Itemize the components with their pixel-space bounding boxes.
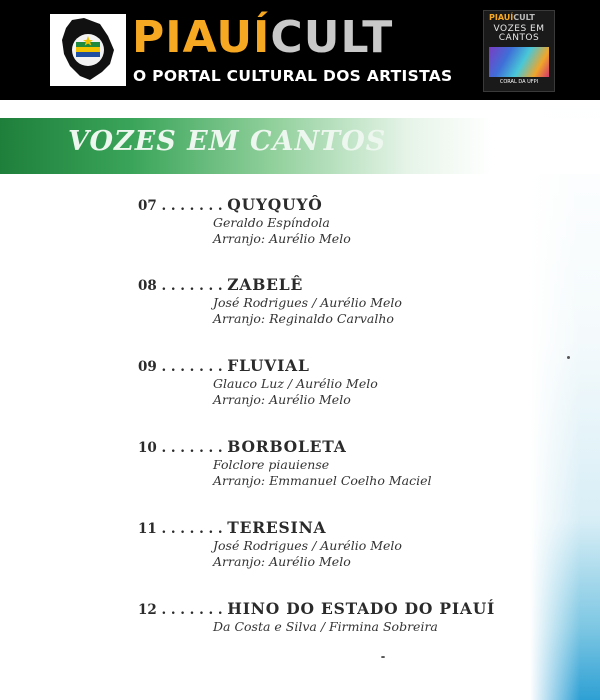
page-content	[0, 100, 600, 700]
track-credit: Geraldo Espíndola	[213, 215, 330, 230]
track-arrangement: Arranjo: Aurélio Melo	[213, 392, 351, 407]
track-credit: Da Costa e Silva / Firmina Sobreira	[213, 619, 438, 634]
brand-wordmark[interactable]	[132, 14, 393, 62]
track-title: QUYQUYÔ	[227, 195, 323, 214]
track-credit: Folclore piauiense	[213, 457, 330, 472]
track-number: 09 . . . . . . .	[138, 359, 223, 375]
track-title: ZABELÊ	[227, 275, 304, 294]
track-number: 11 . . . . . . .	[138, 521, 223, 537]
track-title: HINO DO ESTADO DO PIAUÍ	[227, 599, 496, 618]
track-heading	[138, 276, 402, 295]
track-heading	[138, 600, 495, 619]
track-title: TERESINA	[227, 518, 327, 537]
paper-speck	[567, 356, 570, 359]
track-number: 08 . . . . . . .	[138, 278, 223, 294]
paper-speck	[381, 656, 385, 658]
track-heading	[138, 196, 351, 215]
track-number: 10 . . . . . . .	[138, 440, 223, 456]
cd-artwork	[489, 47, 549, 77]
track-heading	[138, 438, 432, 457]
track-item	[138, 276, 402, 327]
track-number: 07 . . . . . . .	[138, 198, 223, 214]
track-number: 12 . . . . . . .	[138, 602, 223, 618]
brand-part-1: PIAUÍ	[132, 12, 271, 63]
track-heading	[138, 519, 402, 538]
right-edge-decoration	[530, 100, 600, 700]
track-item	[138, 438, 432, 489]
track-arrangement: Arranjo: Aurélio Melo	[213, 554, 351, 569]
site-header	[0, 0, 600, 100]
track-item	[138, 519, 402, 570]
brand-part-2: CULT	[270, 12, 394, 63]
section-title: VOZES EM CANTOS	[68, 126, 387, 157]
track-credit: José Rodrigues / Aurélio Melo	[213, 295, 402, 310]
track-arrangement: Arranjo: Aurélio Melo	[213, 231, 351, 246]
piaui-map-logo-icon[interactable]	[50, 14, 126, 86]
track-heading	[138, 357, 378, 376]
track-credit: Glauco Luz / Aurélio Melo	[213, 376, 378, 391]
brand-tagline: O PORTAL CULTURAL DOS ARTISTAS	[133, 67, 453, 85]
track-item	[138, 196, 351, 247]
cd-mini-brand-1: PIAUÍ	[489, 13, 514, 22]
cd-title: VOZES EM CANTOS	[493, 24, 545, 43]
cd-mini-brand-2: CULT	[513, 13, 535, 22]
cd-mini-brand	[489, 13, 535, 22]
track-credit: José Rodrigues / Aurélio Melo	[213, 538, 402, 553]
track-title: BORBOLETA	[227, 437, 347, 456]
track-title: FLUVIAL	[227, 356, 310, 375]
track-item	[138, 357, 378, 408]
track-arrangement: Arranjo: Emmanuel Coelho Maciel	[213, 473, 432, 488]
cd-cover-thumbnail[interactable]	[483, 10, 555, 92]
track-arrangement: Arranjo: Reginaldo Carvalho	[213, 311, 394, 326]
cd-subtitle: CORAL DA UFPI	[499, 79, 539, 85]
track-item	[138, 600, 495, 635]
